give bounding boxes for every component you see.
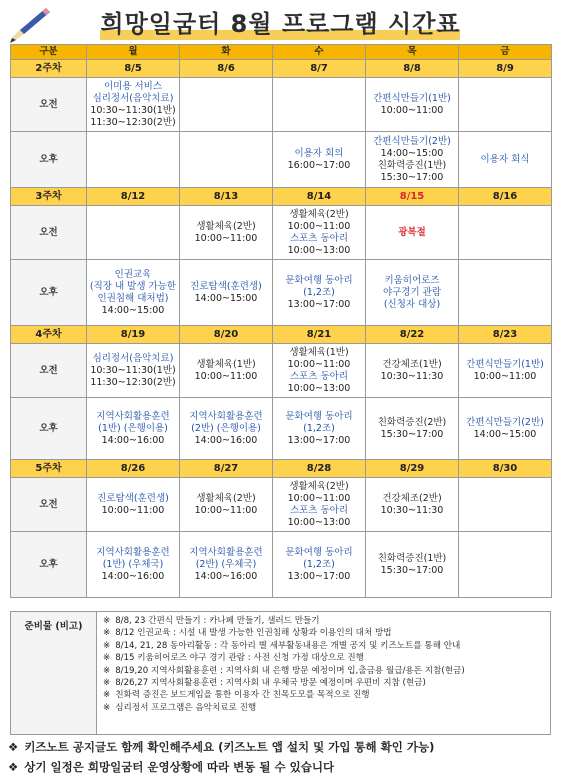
program-text: 스포츠 동아리 [289,232,349,244]
header-cell-mon: 월 [87,45,180,60]
date-cell: 8/22 [366,326,459,344]
note-bullet: ※ [103,653,111,664]
program-text: 이용자 회식 [480,153,530,165]
program-text: 이용자 회의 [294,147,344,159]
header-cell-tue: 화 [180,45,273,60]
week-label: 5주차 [11,460,87,478]
note-text: 8/15 키움히어로즈 야구 경기 관람 : 사전 신청 가정 대상으로 진행 [115,653,364,664]
note-item [103,702,544,714]
program-text: 10:30~11:30(1반) [90,104,176,116]
program-text: 10:00~13:00 [287,516,351,528]
note-text: 친화력 증진은 보드게임을 통한 이용자 간 친목도모를 목적으로 진행 [115,690,370,701]
date-cell: 8/21 [273,326,366,344]
program-text: (신청자 대상) [383,298,441,310]
week-row [11,460,552,478]
note-item [103,615,544,627]
program-cell [459,478,552,532]
program-text: 15:30~17:00 [380,171,444,183]
program-cell [87,260,180,326]
program-text: 14:00~15:00 [380,147,444,159]
program-text: 14:00~15:00 [194,292,258,304]
program-cell [273,398,366,460]
date-cell: 8/19 [87,326,180,344]
date-cell: 8/16 [459,188,552,206]
program-text: 친화력증진(2반) [377,416,447,428]
program-cell [366,78,459,132]
program-text: 건강체조(2반) [382,492,442,504]
program-text: 11:30~12:30(2반) [90,376,176,388]
program-text: 키움히어로즈 [384,274,440,286]
program-text: 생활체육(2반) [289,480,349,492]
date-cell: 8/23 [459,326,552,344]
morning-row [11,478,552,532]
program-text: 13:00~17:00 [287,298,351,310]
program-cell [180,78,273,132]
program-text: (1,2조) [303,558,335,570]
program-text: 지역사회활용훈련 [96,410,170,422]
program-cell [87,398,180,460]
date-cell: 8/20 [180,326,273,344]
program-text: 10:00~11:00 [287,358,351,370]
program-cell [459,260,552,326]
note-text: 8/19,20 지역사회활용훈련 : 지역사회 내 은행 방문 예정이며 입,출금용 월급/용돈 지참(현금) [115,665,465,676]
program-text: 진로탐색(훈련생) [97,492,169,504]
date-cell: 8/29 [366,460,459,478]
slot-label-afternoon: 오후 [11,260,87,326]
program-cell [366,344,459,398]
program-text: 생활체육(2반) [289,208,349,220]
program-cell [459,78,552,132]
slot-label-afternoon: 오후 [11,532,87,598]
week-label: 4주차 [11,326,87,344]
footer-notice-kidsnote: ❖ 키즈노트 공지글도 함께 확인해주세요 (키즈노트 앱 설치 및 가입 통해 확인 가능) [8,740,435,754]
program-text: 16:00~17:00 [287,159,351,171]
program-text: (1반) (은행이용) [98,422,168,434]
program-text: 지역사회활용훈련 [189,410,263,422]
date-cell: 8/12 [87,188,180,206]
page-title: 희망일굼터 8월 프로그램 시간표 [100,10,461,38]
program-cell [459,532,552,598]
date-cell: 8/14 [273,188,366,206]
date-cell: 8/26 [87,460,180,478]
date-cell: 8/15 [366,188,459,206]
note-text: 8/12 인권교육 : 시설 내 발생 가능한 인권침해 상황과 이용인의 대처 방법 [115,628,392,639]
program-cell [459,132,552,188]
footer-notice-schedule-change: ❖ 상기 일정은 희망일굼터 운영상황에 따라 변동 될 수 있습니다 [8,760,335,774]
program-cell [180,260,273,326]
morning-row [11,344,552,398]
program-text: 10:00~11:00 [287,492,351,504]
note-item [103,627,544,639]
program-text: 스포츠 동아리 [289,370,349,382]
program-text: 문화여행 동아리 [285,546,353,558]
header-cell-wed: 수 [273,45,366,60]
date-cell: 8/13 [180,188,273,206]
program-text: 10:30~11:30(1반) [90,364,176,376]
program-text: 간편식만들기(2반) [373,135,451,147]
program-cell [87,344,180,398]
program-text: 스포츠 동아리 [289,504,349,516]
program-text: 10:00~11:00 [101,504,165,516]
date-cell: 8/7 [273,60,366,78]
program-text: 13:00~17:00 [287,434,351,446]
table-header-row [11,45,552,60]
program-text: 10:00~11:00 [194,504,258,516]
program-text: 14:00~16:00 [194,434,258,446]
program-text: 10:30~11:30 [380,504,444,516]
program-text: 10:00~13:00 [287,244,351,256]
program-cell [366,260,459,326]
date-cell: 8/28 [273,460,366,478]
program-cell [366,206,459,260]
program-text: 13:00~17:00 [287,570,351,582]
program-text: (직장 내 발생 가능한 [89,280,177,292]
slot-label-morning: 오전 [11,78,87,132]
header-cell-fri: 금 [459,45,552,60]
date-cell: 8/6 [180,60,273,78]
program-cell [87,206,180,260]
program-text: 10:00~11:00 [287,220,351,232]
program-text: 심리정서(음악치료) [92,352,174,364]
program-text: 광복절 [398,226,426,238]
date-cell: 8/30 [459,460,552,478]
date-cell: 8/9 [459,60,552,78]
program-cell [180,344,273,398]
program-text: (1반) (우체국) [102,558,164,570]
program-cell [87,132,180,188]
program-text: (1,2조) [303,422,335,434]
program-cell [87,78,180,132]
program-cell [459,398,552,460]
diamond-bullet-icon: ❖ [8,760,19,774]
afternoon-row [11,260,552,326]
slot-label-morning: 오전 [11,206,87,260]
note-bullet: ※ [103,665,111,676]
afternoon-row [11,532,552,598]
notes-label: 준비물 (비고) [11,612,97,734]
program-text: 14:00~16:00 [101,570,165,582]
program-text: 지역사회활용훈련 [96,546,170,558]
program-text: 이미용 서비스 [103,80,163,92]
program-text: 인권교육 [114,268,152,280]
program-text: 14:00~16:00 [101,434,165,446]
program-text: 15:30~17:00 [380,564,444,576]
program-text: 인권침해 대처법) [97,292,169,304]
program-text: 10:00~11:00 [194,370,258,382]
program-text: 친화력증진(1반) [377,159,447,171]
program-text: 14:00~15:00 [473,428,537,440]
header-cell-category: 구분 [11,45,87,60]
note-bullet: ※ [103,678,111,689]
program-text: 14:00~16:00 [194,570,258,582]
diamond-bullet-icon: ❖ [8,740,19,754]
program-text: 지역사회활용훈련 [189,546,263,558]
program-text: 10:00~13:00 [287,382,351,394]
program-text: 간편식만들기(1반) [373,92,451,104]
program-text: 생활체육(1반) [289,346,349,358]
program-cell [273,132,366,188]
program-text: 심리정서(음악치료) [92,92,174,104]
program-cell [459,206,552,260]
header-cell-thu: 목 [366,45,459,60]
notes-list [97,612,550,734]
notes-box [10,611,551,735]
note-text: 8/8, 23 간편식 만들기 : 카나페 만들기, 샐러드 만들기 [115,616,320,626]
program-cell [273,478,366,532]
program-cell [180,532,273,598]
note-bullet: ※ [103,640,111,651]
afternoon-row [11,398,552,460]
program-cell [366,478,459,532]
slot-label-morning: 오전 [11,478,87,532]
program-text: 건강체조(1반) [382,358,442,370]
note-text: 8/26,27 지역사회활용훈련 : 지역사회 내 우체국 방문 예정이며 우편비 지참 (현금) [115,678,426,689]
program-cell [87,478,180,532]
note-bullet: ※ [103,628,111,639]
week-label: 3주차 [11,188,87,206]
slot-label-afternoon: 오후 [11,132,87,188]
program-text: 11:30~12:30(2반) [90,116,176,128]
program-text: (1,2조) [303,286,335,298]
schedule-table [10,44,552,598]
note-item [103,677,544,689]
program-text: 진로탐색(훈련생) [190,280,262,292]
program-text: 친화력증진(1반) [377,552,447,564]
program-text: 간편식만들기(1반) [466,358,544,370]
note-bullet: ※ [103,690,111,701]
program-cell [273,344,366,398]
afternoon-row [11,132,552,188]
note-item [103,665,544,677]
program-text: 14:00~15:00 [101,304,165,316]
program-cell [180,398,273,460]
note-item [103,652,544,664]
note-bullet: ※ [103,616,111,626]
program-cell [273,532,366,598]
date-cell: 8/5 [87,60,180,78]
program-cell [273,206,366,260]
week-row [11,326,552,344]
slot-label-morning: 오전 [11,344,87,398]
program-cell [180,206,273,260]
program-cell [180,478,273,532]
program-text: (2반) (은행이용) [191,422,261,434]
program-cell [366,132,459,188]
program-text: 문화여행 동아리 [285,410,353,422]
program-text: 문화여행 동아리 [285,274,353,286]
week-row [11,60,552,78]
program-text: 10:30~11:30 [380,370,444,382]
slot-label-afternoon: 오후 [11,398,87,460]
program-cell [87,532,180,598]
program-cell [366,398,459,460]
program-cell [366,532,459,598]
program-text: 10:00~11:00 [473,370,537,382]
program-text: 10:00~11:00 [380,104,444,116]
date-cell: 8/8 [366,60,459,78]
program-text: 생활체육(2반) [196,220,256,232]
morning-row [11,78,552,132]
program-text: 간편식만들기(2반) [466,416,544,428]
note-text: 8/14, 21, 28 동아리활동 : 각 동아리 별 세부활동내용은 개별 공지 및 키즈노트를 통해 안내 [115,640,461,651]
program-text: 야구경기 관람 [382,286,442,298]
note-item [103,689,544,701]
week-row [11,188,552,206]
week-label: 2주차 [11,60,87,78]
program-text: 15:30~17:00 [380,428,444,440]
program-text: 10:00~11:00 [194,232,258,244]
program-cell [273,78,366,132]
date-cell: 8/27 [180,460,273,478]
note-item [103,640,544,652]
morning-row [11,206,552,260]
program-cell [180,132,273,188]
program-text: 생활체육(1반) [196,358,256,370]
note-bullet: ※ [103,702,111,713]
note-text: 심리정서 프로그램은 음악치료로 진행 [115,702,257,713]
program-text: 생활체육(2반) [196,492,256,504]
program-cell [273,260,366,326]
program-cell [459,344,552,398]
program-text: (2반) (우체국) [195,558,257,570]
